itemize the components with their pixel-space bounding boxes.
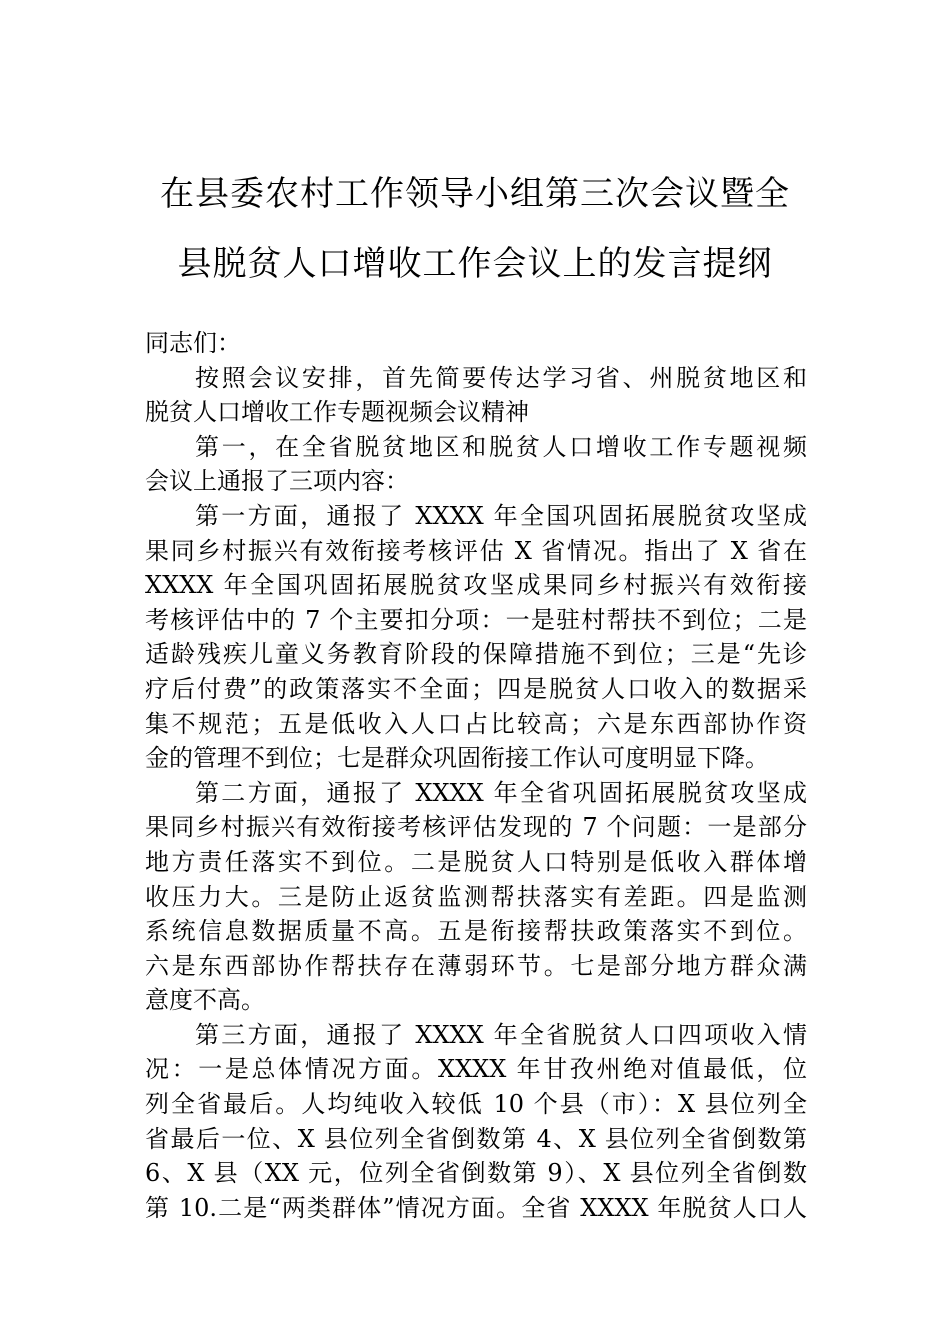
text-line: 地方责任落实不到位。二是脱贫人口特别是低收入群体增 — [145, 847, 807, 876]
text-line: 果同乡村振兴有效衔接考核评估发现的 7 个问题：一是部分 — [145, 813, 807, 842]
text-line: 疗后付费”的政策落实不全面；四是脱贫人口收入的数据采 — [145, 674, 807, 703]
text-line: 第一方面，通报了 XXXX 年全国巩固拓展脱贫攻坚成 — [195, 501, 807, 530]
text-line: 同志们： — [145, 329, 241, 357]
document-title-line-2: 县脱贫人口增收工作会议上的发言提纲 — [177, 244, 773, 284]
text-line: 考核评估中的 7 个主要扣分项：一是驻村帮扶不到位；二是 — [145, 605, 807, 634]
text-line: 集不规范；五是低收入人口占比较高；六是东西部协作资 — [145, 709, 807, 738]
text-line: 况：一是总体情况方面。XXXX 年甘孜州绝对值最低，位 — [145, 1055, 807, 1084]
text-line: 果同乡村振兴有效衔接考核评估 X 省情况。指出了 X 省在 — [145, 536, 807, 565]
text-line: 省最后一位、X 县位列全省倒数第 4、X 县位列全省倒数第 — [145, 1124, 807, 1153]
text-line: 脱贫人口增收工作专题视频会议精神 — [145, 398, 529, 427]
text-line: 6、X 县（XX 元，位列全省倒数第 9）、X 县位列全省倒数 — [145, 1159, 807, 1188]
text-line: 意度不高。 — [145, 986, 265, 1015]
text-line: 适龄残疾儿童义务教育阶段的保障措施不到位；三是“先诊 — [145, 640, 807, 669]
text-line: 第二方面，通报了 XXXX 年全省巩固拓展脱贫攻坚成 — [195, 778, 807, 807]
text-line: 金的管理不到位；七是群众巩固衔接工作认可度明显下降。 — [145, 744, 769, 773]
document-body — [145, 326, 807, 1225]
text-line: XXXX 年全国巩固拓展脱贫攻坚成果同乡村振兴有效衔接 — [145, 571, 807, 600]
text-line: 列全省最后。人均纯收入较低 10 个县（市）：X 县位列全 — [145, 1090, 807, 1119]
text-line: 第一，在全省脱贫地区和脱贫人口增收工作专题视频 — [195, 432, 807, 461]
text-line: 按照会议安排，首先简要传达学习省、州脱贫地区和 — [195, 363, 807, 392]
document-title-line-1: 在县委农村工作领导小组第三次会议暨全 — [160, 174, 790, 214]
text-line: 第三方面，通报了 XXXX 年全省脱贫人口四项收入情 — [195, 1020, 807, 1049]
text-line: 系统信息数据质量不高。五是衔接帮扶政策落实不到位。 — [145, 917, 807, 946]
text-line: 第 10.二是“两类群体”情况方面。全省 XXXX 年脱贫人口人 — [145, 1193, 807, 1222]
text-line: 六是东西部协作帮扶存在薄弱环节。七是部分地方群众满 — [145, 951, 807, 980]
text-line: 收压力大。三是防止返贫监测帮扶落实有差距。四是监测 — [145, 882, 807, 911]
text-line: 会议上通报了三项内容： — [145, 467, 409, 496]
